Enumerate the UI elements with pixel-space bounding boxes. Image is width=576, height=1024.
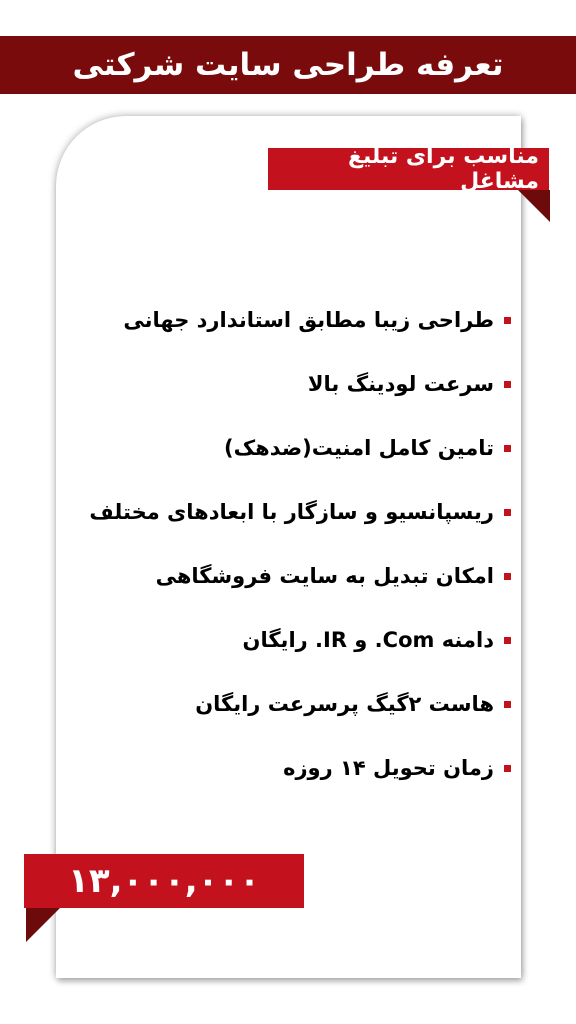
feature-item — [60, 736, 515, 800]
title-banner — [0, 36, 576, 94]
price-value: ۱۳,۰۰۰,۰۰۰ — [68, 861, 260, 901]
feature-text: طراحی زیبا مطابق استاندارد جهانی — [123, 308, 494, 332]
feature-text: ریسپانسیو و سازگار با ابعادهای مختلف — [89, 500, 494, 524]
feature-text: سرعت لودینگ بالا — [307, 372, 494, 396]
bullet-square-icon — [504, 381, 511, 388]
feature-text: دامنه Com. و IR. رایگان — [242, 628, 494, 652]
page-title: تعرفه طراحی سایت شرکتی — [72, 47, 504, 83]
price-tag — [24, 854, 304, 908]
bullet-square-icon — [504, 701, 511, 708]
bullet-square-icon — [504, 509, 511, 516]
bullet-square-icon — [504, 573, 511, 580]
audience-ribbon-label: مناسب برای تبلیغ مشاغل — [348, 144, 539, 194]
feature-item — [60, 480, 515, 544]
feature-text: تامین کامل امنیت(ضدهک) — [224, 436, 494, 460]
feature-item — [60, 672, 515, 736]
bullet-square-icon — [504, 637, 511, 644]
bullet-square-icon — [504, 445, 511, 452]
bullet-square-icon — [504, 317, 511, 324]
price-fold-decoration — [26, 908, 60, 942]
feature-text: زمان تحویل ۱۴ روزه — [283, 756, 494, 780]
feature-item — [60, 608, 515, 672]
feature-list — [60, 288, 515, 800]
feature-item — [60, 288, 515, 352]
feature-item — [60, 352, 515, 416]
feature-item — [60, 416, 515, 480]
feature-text: هاست ۲گیگ پرسرعت رایگان — [195, 692, 494, 716]
ribbon-fold-decoration — [518, 190, 550, 222]
feature-item — [60, 544, 515, 608]
feature-text: امکان تبدیل به سایت فروشگاهی — [155, 564, 494, 588]
bullet-square-icon — [504, 765, 511, 772]
audience-ribbon — [268, 144, 549, 194]
